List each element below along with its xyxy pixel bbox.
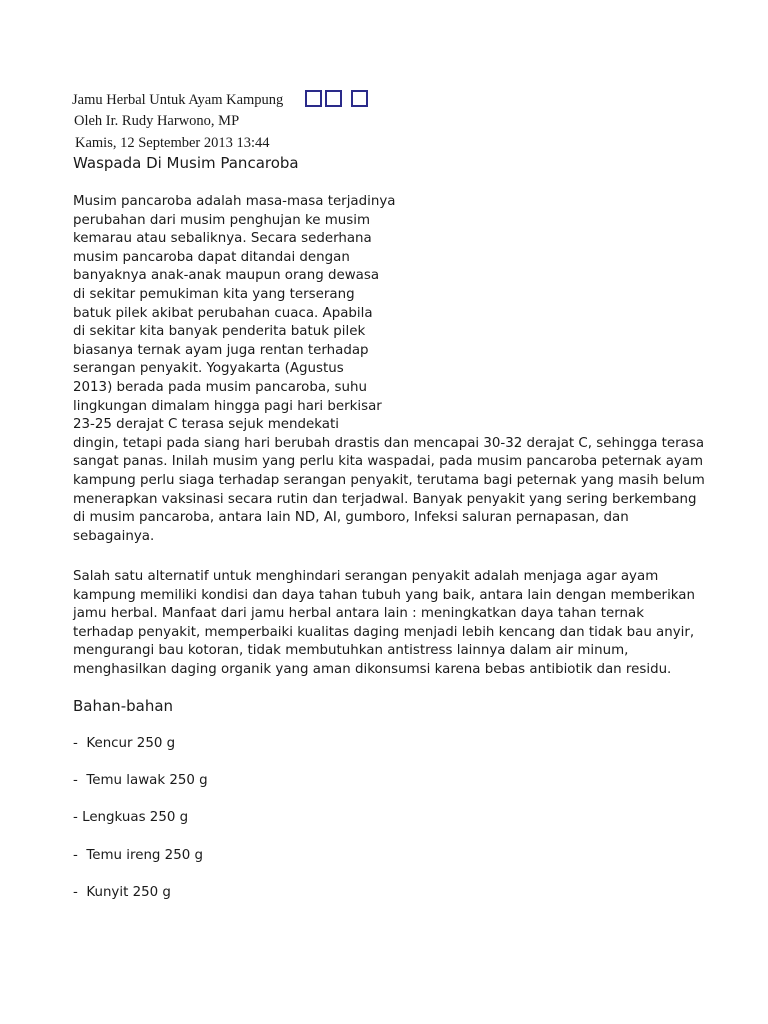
missing-glyph-box-icon (305, 90, 322, 107)
paragraph-line: terhadap penyakit, memperbaiki kualitas daging menjadi lebih kencang dan tidak bau anyir, (73, 624, 695, 640)
paragraph-line: sangat panas. Inilah musim yang perlu kita waspadai, pada musim pancaroba peternak ayam (73, 454, 704, 470)
missing-glyph-box-icon (351, 90, 368, 107)
paragraph-line: di musim pancaroba, antara lain ND, AI, gumboro, Infeksi saluran pernapasan, dan (73, 510, 629, 526)
paragraph-line: biasanya ternak ayam juga rentan terhadap (73, 342, 369, 358)
author-line: Oleh Ir. Rudy Harwono, MP (74, 113, 240, 129)
paragraph-line: dingin, tetapi pada siang hari berubah drastis dan mencapai 30-32 derajat C, sehingga terasa (73, 435, 705, 451)
paragraph-line: jamu herbal. Manfaat dari jamu herbal antara lain : meningkatkan daya tahan ternak (73, 606, 644, 622)
header-title: Jamu Herbal Untuk Ayam Kampung (72, 92, 284, 108)
paragraph-line: kampung memiliki kondisi dan daya tahan tubuh yang baik, antara lain dengan memberikan (73, 587, 695, 603)
paragraph-line: serangan penyakit. Yogyakarta (Agustus (73, 361, 344, 377)
paragraph-line: musim pancaroba dapat ditandai dengan (73, 249, 350, 265)
article-title: Waspada Di Musim Pancaroba (73, 154, 299, 172)
missing-glyph-box-icon (325, 90, 342, 107)
ingredient-item: - Lengkuas 250 g (73, 810, 189, 825)
paragraph-2 (73, 568, 695, 680)
paragraph-line: perubahan dari musim penghujan ke musim (73, 212, 370, 228)
placeholder-glyph-boxes (305, 90, 368, 107)
paragraph-line: Musim pancaroba adalah masa-masa terjadinya (73, 194, 396, 209)
paragraph-line: Salah satu alternatif untuk menghindari serangan penyakit adalah menjaga agar ayam (73, 569, 659, 584)
paragraph-line: menghasilkan daging organik yang aman dikonsumsi karena bebas antibiotik dan residu. (73, 661, 672, 677)
paragraph-line: di sekitar kita banyak penderita batuk pilek (73, 324, 366, 340)
paragraph-line: kemarau atau sebaliknya. Secara sederhana (73, 231, 372, 247)
ingredient-item: - Temu lawak 250 g (73, 773, 208, 788)
paragraph-line: batuk pilek akibat perubahan cuaca. Apabila (73, 305, 373, 321)
paragraph-line: menerapkan vaksinasi secara rutin dan terjadwal. Banyak penyakit yang sering berkembang (73, 491, 697, 507)
paragraph-line: di sekitar pemukiman kita yang terserang (73, 286, 355, 302)
paragraph-line: mengurangi bau kotoran, tidak membutuhkan antistress lainnya dalam air minum, (73, 643, 629, 659)
ingredient-item: - Kencur 250 g (73, 736, 176, 751)
paragraph-line: banyaknya anak-anak maupun orang dewasa (73, 268, 380, 284)
paragraph-line: 23-25 derajat C terasa sejuk mendekati (73, 417, 339, 433)
date-line: Kamis, 12 September 2013 13:44 (75, 135, 270, 151)
ingredients-heading: Bahan-bahan (73, 697, 174, 715)
paragraph-line: kampung perlu siaga terhadap serangan penyakit, terutama bagi peternak yang masih belum (73, 472, 705, 488)
ingredient-item: - Kunyit 250 g (73, 885, 171, 900)
ingredient-item: - Temu ireng 250 g (73, 848, 204, 863)
paragraph-line: sebagainya. (73, 528, 155, 544)
paragraph-line: lingkungan dimalam hingga pagi hari berkisar (73, 398, 382, 414)
paragraph-1 (73, 193, 705, 546)
paragraph-line: 2013) berada pada musim pancaroba, suhu (73, 379, 367, 395)
